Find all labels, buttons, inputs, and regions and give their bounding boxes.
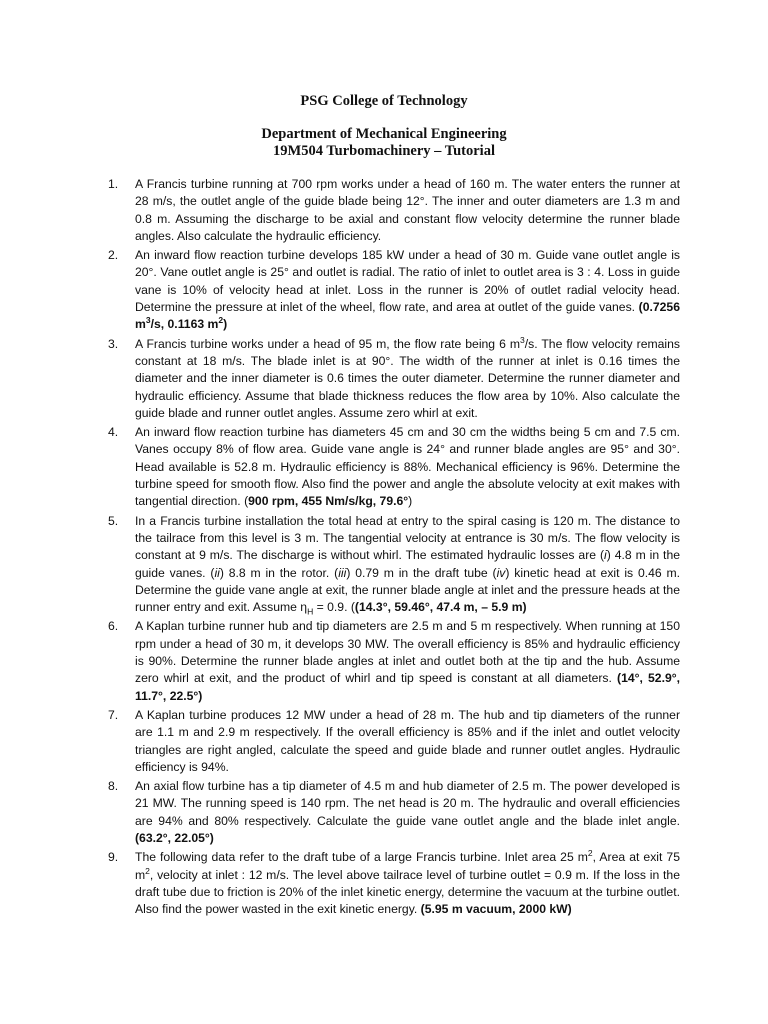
college-name: PSG College of Technology	[300, 93, 468, 109]
superscript: 2	[145, 865, 150, 876]
question-text: = 0.9. (	[313, 600, 355, 615]
question-text: The following data refer to the draft tube of a large Francis turbine. Inlet area 25 m	[135, 850, 588, 865]
question-text: A Francis turbine works under a head of 95 m, the flow rate being 6 m	[135, 336, 520, 351]
question-number: 4.	[108, 425, 119, 440]
question-text: ) 4.8 m in the guide vanes. (	[135, 548, 680, 580]
question-3	[108, 336, 680, 422]
question-5	[108, 513, 680, 617]
question-list	[108, 176, 680, 920]
question-text: )	[408, 494, 413, 509]
subscript: H	[307, 606, 314, 617]
answer-part: )	[223, 317, 228, 332]
question-number: 9.	[108, 850, 119, 865]
answer-part: /s, 0.1163 m	[150, 317, 219, 332]
superscript: 3	[145, 315, 151, 326]
question-answer: (5.95 m vacuum, 2000 kW)	[420, 902, 572, 917]
question-text: A Francis turbine running at 700 rpm works under a head of 160 m. The water enters the runner at 28 m/s, the outlet angle of the guide blade being 12°. The inner and outer diameters are 1.3 m and 0.8 m. Assuming the discharge to be axial and constant flow velocity determine the runner blade angles. Also calculate the hydraulic efficiency.	[135, 177, 680, 243]
question-number: 5.	[108, 513, 119, 528]
answer-part: (0.7256 m	[135, 300, 680, 332]
course-title: 19M504 Turbomachinery – Tutorial	[273, 143, 495, 159]
question-text: A Kaplan turbine runner hub and tip diameters are 2.5 m and 5 m respectively. When running at 150 rpm under a head of 30 m, it develops 30 MW. The overall efficiency is 85% and hydraulic efficiency is 90%. Determine the runner blade angles at inlet and outlet both at the tip and the hub. Assume zero whirl at exit, and the product of whirl and tip speed is constant at all diameters.	[135, 619, 680, 686]
superscript: 3	[519, 334, 525, 345]
question-number: 1.	[108, 177, 119, 191]
department-name: Department of Mechanical Engineering	[261, 126, 507, 142]
question-number: 2.	[108, 248, 119, 263]
question-text: An inward flow reaction turbine has diameters 45 cm and 30 cm the widths being 5 cm and 7.5 cm. Vanes occupy 8% of flow area. Guide vane angle is 24° and runner blade angles are 95° and 30°. Head available is 52.8 m. Hydraulic efficiency is 88%. Mechanical efficiency is 96%. Determine the turbine speed for smooth flow. Also find the power and angle the absolute velocity at exit makes with tangential direction. (	[135, 425, 680, 509]
question-7	[108, 707, 680, 776]
question-number: 6.	[108, 619, 119, 634]
question-8	[108, 778, 680, 847]
question-text: In a Francis turbine installation the total head at entry to the spiral casing is 120 m. The distance to the tailrace from this level is 3 m. The tangential velocity at entrance is 30 m/s. The flow velocity is constant at 9 m/s. The discharge is without whirl. The estimated hydraulic losses are (	[135, 513, 680, 563]
roman-numeral: ii	[214, 565, 220, 580]
question-text: An inward flow reaction turbine develops 185 kW under a head of 30 m. Guide vane outlet angle is 20°. Vane outlet angle is 25° and outlet is radial. The ratio of inlet to outlet area is 3 : 4. Loss in guide vane is 10% of velocity head at inlet. Loss in the runner is 20% of outlet radial velocity head. Determine the pressure at inlet of the wheel, flow rate, and area at outlet of the guide vanes.	[135, 248, 680, 315]
question-text: /s. The flow velocity remains constant at 18 m/s. The blade inlet is at 90°. The width of the runner at inlet is 0.16 times the diameter and the inner diameter is 0.6 times the outer diameter. Determine the runner diameter and hydraulic efficiency. Assume that blade thickness reduces the flow area by 10%. Also calculate the guide blade and runner outlet angles. Assume zero whirl at exit.	[135, 336, 680, 420]
question-text: An axial flow turbine has a tip diameter of 4.5 m and hub diameter of 2.5 m. The power developed is 21 MW. The running speed is 140 rpm. The net head is 20 m. The hydraulic and overall efficiencies are 94% and 80% respectively. Calculate the guide vane outlet angle and the blade inlet angle.	[135, 779, 680, 828]
question-2	[108, 247, 680, 333]
question-text: ) 0.79 m in the draft tube (	[346, 565, 497, 580]
question-text: ) 8.8 m in the rotor. (	[219, 565, 339, 580]
question-answer: (14.3°, 59.46°, 47.4 m, – 5.9 m)	[354, 600, 527, 615]
question-answer: (14°, 52.9°, 11.7°, 22.5°)	[135, 671, 680, 703]
question-number: 7.	[108, 707, 119, 722]
roman-numeral: i	[604, 548, 607, 563]
question-1	[108, 176, 680, 245]
superscript: 2	[218, 315, 224, 326]
question-text: A Kaplan turbine produces 12 MW under a head of 28 m. The hub and tip diameters of the runner are 1.1 m and 2.9 m respectively. If the overall efficiency is 85% and if the inlet and outlet velocity triangles are right angled, calculate the speed and guide blade and runner outlet angles. Hydraulic efficiency is 94%.	[135, 707, 680, 774]
question-text: , Area at exit 75 m	[135, 850, 680, 882]
superscript: 2	[587, 848, 593, 859]
question-text: ) kinetic head at exit is 0.46 m. Determine the guide vane angle at exit, the runner blade angle at inlet and the pressure heads at the runner entry and exit. Assume η	[135, 565, 681, 615]
question-4	[108, 424, 680, 510]
question-answer: 900 rpm, 455 Nm/s/kg, 79.6°	[248, 494, 409, 509]
question-number: 8.	[108, 779, 119, 794]
question-answer: (63.2°, 22.05°)	[135, 830, 214, 845]
question-6	[108, 618, 680, 704]
question-text: , velocity at inlet : 12 m/s. The level above tailrace level of turbine outlet = 0.9 m. If the loss in the draft tube due to friction is 20% of the inlet kinetic energy, determine the vacuum at the turbine outlet. Also find the power wasted in the exit kinetic energy.	[135, 867, 680, 917]
roman-numeral: iv	[496, 565, 506, 580]
roman-numeral: iii	[338, 565, 347, 580]
question-9	[108, 849, 680, 918]
question-number: 3.	[108, 336, 119, 351]
